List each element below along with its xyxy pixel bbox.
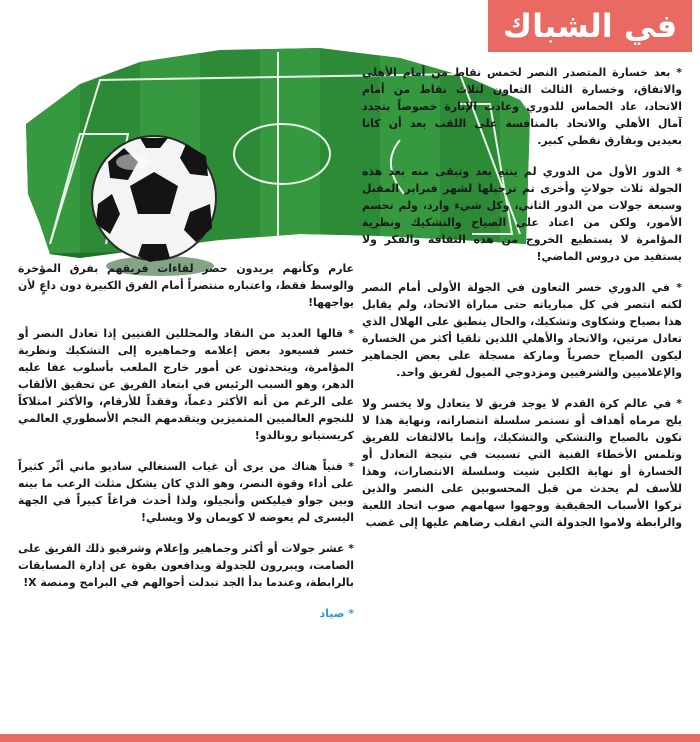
section-title: في الشباك bbox=[502, 7, 678, 45]
article-paragraph: * في عالم كرة القدم لا يوجد فريق لا يتعادل ولا يخسر ولا يلج مرماه أهداف أو تستمر سلسلة انتصاراته، ونهاية هذا لا تكون بالصياح والتشكي والتشكيك، وإنما بالالتفات للفريق وتلمس الأخطاء الفنية التي تسببت في نتيجة التعادل أو الخسارة أو نهاية الكلين شيت وسلسلة الانتصارات، وهذا للأسف لم يحدث من قبل المحسوبين على النصر والذين تركوا الأسباب الحقيقية ووجهوا سهامهم صوب اتحاد اللعبة والرابطة ولاموا الجدولة التي انقلب رضاهم عليها إلى غضب bbox=[362, 397, 682, 529]
soccer-ball-icon bbox=[92, 136, 216, 276]
article-paragraph: عارم وكأنهم يريدون حصر لقاءات فريقهم بفرق المؤخرة والوسط فقط، واعتباره منتصراً أمام الفرق الكبيرة دون داعٍ لأن يواجهها! bbox=[18, 262, 354, 309]
article-paragraph: * بعد خسارة المتصدر النصر لخمس نقاط من أمام الأهلي والاتفاق، وخسارة الثالث التعاون لثلاث نقاط من أمام الاتحاد، عاد الحماس للدوري وعادت الإثارة خصوصاً بتجدد آمال الأهلي والاتحاد بالمنافسة على اللقب بعد أن كانا بعيدين وبفارق نقطي كبير. bbox=[362, 66, 682, 147]
right-article-column bbox=[362, 64, 682, 545]
article-paragraph: * عشر جولات أو أكثر وجماهير وإعلام وشرفيو ذلك الفريق على الصامت، ويبررون للجدولة ويدافعون بقوة عن إدارة المسابقات بالرابطة، وعندما بدأ الجد تبدلت أحوالهم في البرامج ومنصة X! bbox=[18, 542, 354, 589]
author-signature: * صياد bbox=[319, 607, 354, 620]
article-paragraph: * الدور الأول من الدوري لم ينتهِ بعد وتبقى منه بعد هذه الجولة ثلاث جولاتٍ وأخرى تم ترحيلها لشهر فبراير المقبل وسبعة جولات من الدور الثاني، وكل شيء وارد، ولم تحسم الأمور، ولكن من اعتاد على الصياح والتشكيك ونظرية المؤامرة لا يستطيع الخروج من هذه الثقافة والفكر ولا يستفيد من دروس الماضي! bbox=[362, 165, 682, 263]
article-paragraph: * فنياً هناك من يرى أن غياب السنغالي ساديو ماني أثّر كثيراً على أداء وقوة النصر، وهو الذي كان يشكل مثلث الرعب ما بينه وبين جواو فيليكس وأنجيلو، ولذا أحدث فراغاً كبيراً في الجهة اليسرى لم يعوضه لا كويمان ولا ويسلي! bbox=[18, 460, 354, 524]
article-paragraph: * قالها العديد من النقاد والمحللين الفنيين إذا تعادل النصر أو خسر فسيعود بعض إعلامه وجماهيره إلى التشكيك ونظرية المؤامرة، ويتحدثون عن أمور خارج الملعب بأسلوب عفا عليه الدهر، وهو السبب الرئيس في ابتعاد الفريق عن تحقيق الألقاب على الرغم من أنه الأكثر دعماً، وفقداً للأرقام، والأكثر امتلاكاً للنجوم العالميين المتميزين ويتقدمهم النجم الأسطوري العالمي كريستيانو رونالدو! bbox=[18, 327, 354, 442]
bottom-accent-bar bbox=[0, 734, 700, 742]
article-paragraph: * في الدوري خسر التعاون في الجولة الأولى أمام النصر لكنه انتصر في كل مبارياته حتى مباراة الاتحاد، ولم يقابل هذا بصياح وشكاوى وتشكيك، والحال ينطبق على الهلال الذي تعادل مرتين، والاتحاد والأهلي اللذين تلقيا أكثر من الخسارة ليكون الصياح حصرياً وماركة مسجلة على بعض الجماهير والإعلاميين والشرفيين ومزدوجي الميول لفريق واحد. bbox=[362, 281, 682, 379]
left-article-column bbox=[18, 260, 354, 622]
